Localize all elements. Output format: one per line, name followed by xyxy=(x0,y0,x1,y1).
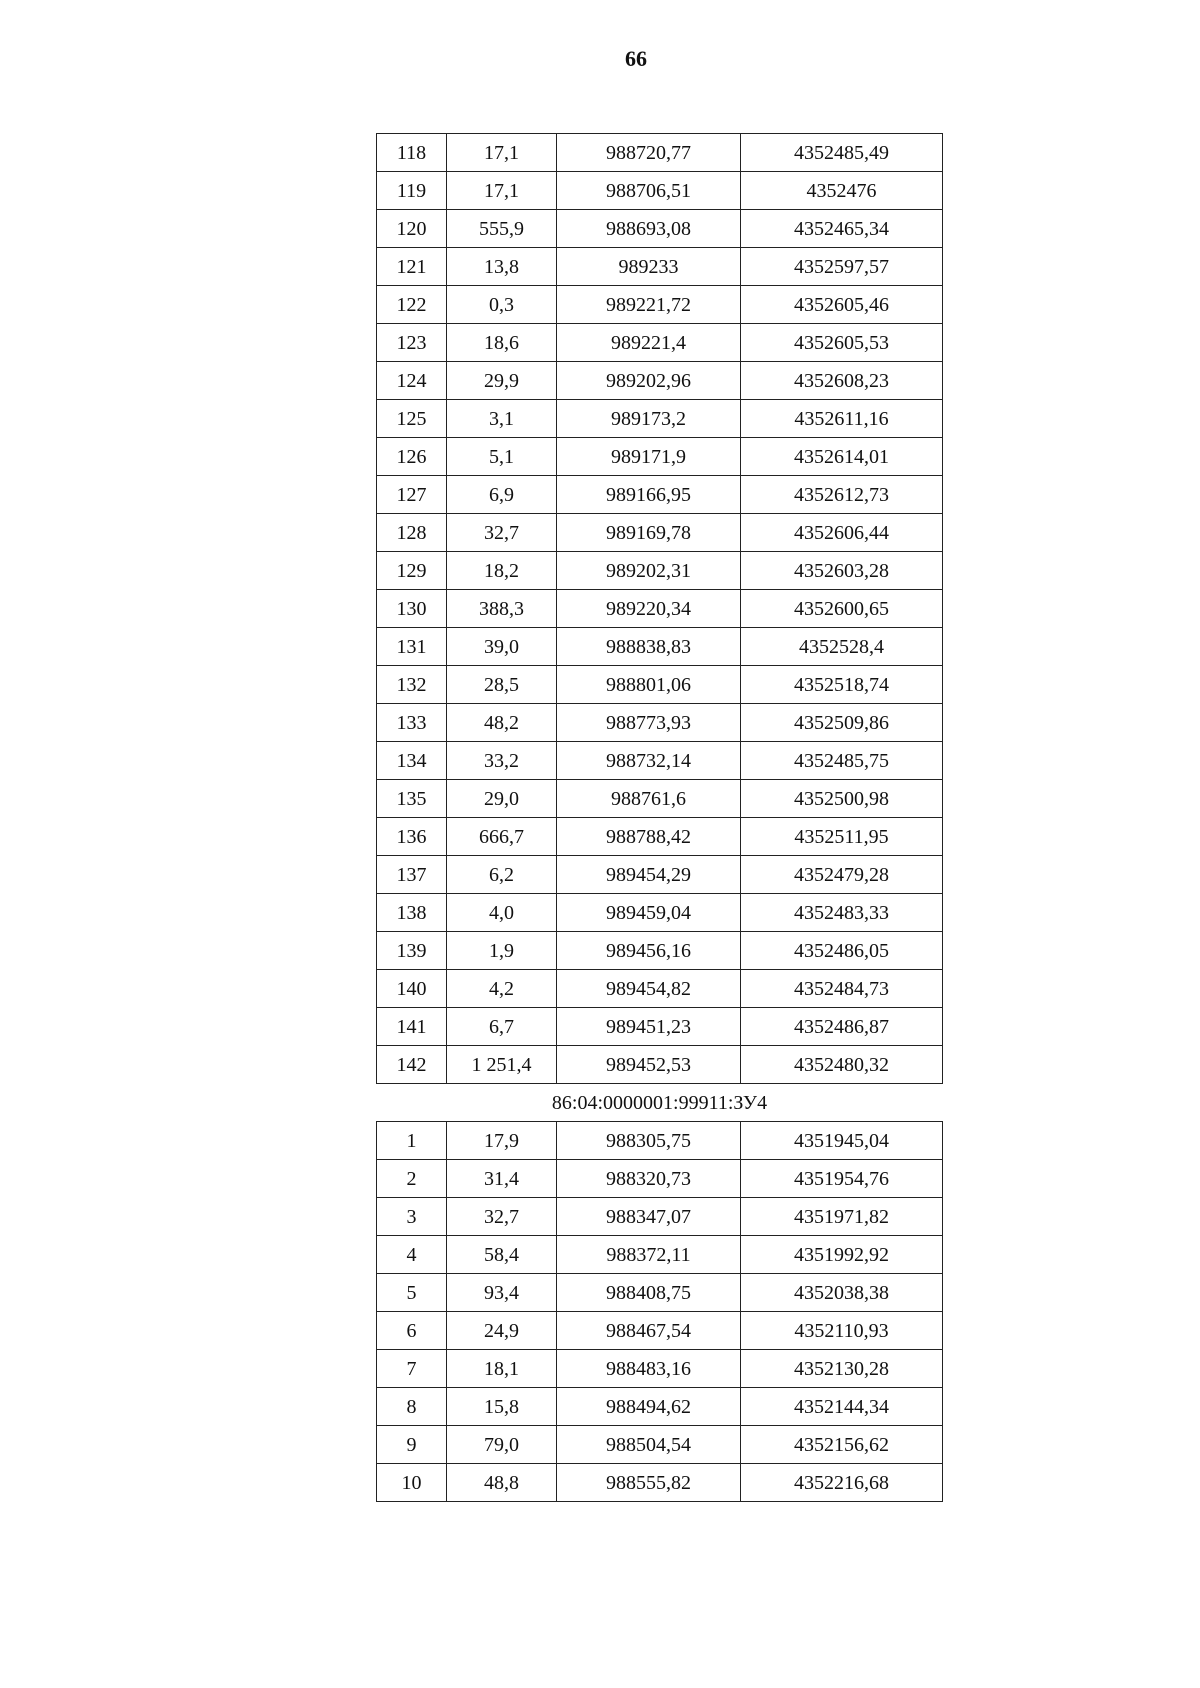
y-coordinate-cell: 4352608,23 xyxy=(741,362,943,400)
length-cell: 31,4 xyxy=(447,1160,557,1198)
x-coordinate-cell: 988706,51 xyxy=(557,172,741,210)
y-coordinate-cell: 4352603,28 xyxy=(741,552,943,590)
table-row xyxy=(377,552,943,590)
length-cell: 1,9 xyxy=(447,932,557,970)
x-coordinate-cell: 989459,04 xyxy=(557,894,741,932)
length-cell: 388,3 xyxy=(447,590,557,628)
point-number-cell: 119 xyxy=(377,172,447,210)
y-coordinate-cell: 4351992,92 xyxy=(741,1236,943,1274)
x-coordinate-cell: 989202,31 xyxy=(557,552,741,590)
length-cell: 3,1 xyxy=(447,400,557,438)
point-number-cell: 131 xyxy=(377,628,447,666)
x-coordinate-cell: 988720,77 xyxy=(557,134,741,172)
length-cell: 4,2 xyxy=(447,970,557,1008)
point-number-cell: 2 xyxy=(377,1160,447,1198)
point-number-cell: 142 xyxy=(377,1046,447,1084)
table-row xyxy=(377,780,943,818)
length-cell: 17,1 xyxy=(447,172,557,210)
y-coordinate-cell: 4352597,57 xyxy=(741,248,943,286)
x-coordinate-cell: 988347,07 xyxy=(557,1198,741,1236)
table-row xyxy=(377,856,943,894)
x-coordinate-cell: 989451,23 xyxy=(557,1008,741,1046)
table-body-top xyxy=(377,134,943,1084)
y-coordinate-cell: 4352605,53 xyxy=(741,324,943,362)
table-row xyxy=(377,666,943,704)
y-coordinate-cell: 4352500,98 xyxy=(741,780,943,818)
point-number-cell: 140 xyxy=(377,970,447,1008)
point-number-cell: 139 xyxy=(377,932,447,970)
table-row xyxy=(377,362,943,400)
point-number-cell: 129 xyxy=(377,552,447,590)
length-cell: 18,2 xyxy=(447,552,557,590)
y-coordinate-cell: 4352486,05 xyxy=(741,932,943,970)
y-coordinate-cell: 4352600,65 xyxy=(741,590,943,628)
table-row xyxy=(377,400,943,438)
length-cell: 555,9 xyxy=(447,210,557,248)
table-row xyxy=(377,1198,943,1236)
y-coordinate-cell: 4352038,38 xyxy=(741,1274,943,1312)
x-coordinate-cell: 989220,34 xyxy=(557,590,741,628)
y-coordinate-cell: 4352216,68 xyxy=(741,1464,943,1502)
point-number-cell: 7 xyxy=(377,1350,447,1388)
x-coordinate-cell: 988788,42 xyxy=(557,818,741,856)
section-row xyxy=(377,1084,943,1122)
x-coordinate-cell: 989221,72 xyxy=(557,286,741,324)
length-cell: 33,2 xyxy=(447,742,557,780)
point-number-cell: 130 xyxy=(377,590,447,628)
point-number-cell: 125 xyxy=(377,400,447,438)
point-number-cell: 127 xyxy=(377,476,447,514)
point-number-cell: 137 xyxy=(377,856,447,894)
length-cell: 18,1 xyxy=(447,1350,557,1388)
x-coordinate-cell: 988320,73 xyxy=(557,1160,741,1198)
table-section-header xyxy=(377,1084,943,1122)
page-number: 66 xyxy=(625,46,647,71)
table-row xyxy=(377,1388,943,1426)
coordinates-table xyxy=(376,133,943,1502)
length-cell: 6,9 xyxy=(447,476,557,514)
x-coordinate-cell: 989169,78 xyxy=(557,514,741,552)
length-cell: 28,5 xyxy=(447,666,557,704)
table-row xyxy=(377,514,943,552)
table-row xyxy=(377,704,943,742)
table-row xyxy=(377,818,943,856)
length-cell: 5,1 xyxy=(447,438,557,476)
table-row xyxy=(377,1160,943,1198)
table-row xyxy=(377,1464,943,1502)
table-row xyxy=(377,476,943,514)
y-coordinate-cell: 4352156,62 xyxy=(741,1426,943,1464)
table-row xyxy=(377,970,943,1008)
length-cell: 32,7 xyxy=(447,1198,557,1236)
y-coordinate-cell: 4352611,16 xyxy=(741,400,943,438)
table-row xyxy=(377,210,943,248)
table-row xyxy=(377,894,943,932)
x-coordinate-cell: 989233 xyxy=(557,248,741,286)
length-cell: 39,0 xyxy=(447,628,557,666)
length-cell: 1 251,4 xyxy=(447,1046,557,1084)
point-number-cell: 1 xyxy=(377,1122,447,1160)
x-coordinate-cell: 988483,16 xyxy=(557,1350,741,1388)
y-coordinate-cell: 4352612,73 xyxy=(741,476,943,514)
table-row xyxy=(377,1312,943,1350)
y-coordinate-cell: 4352484,73 xyxy=(741,970,943,1008)
point-number-cell: 10 xyxy=(377,1464,447,1502)
length-cell: 32,7 xyxy=(447,514,557,552)
y-coordinate-cell: 4352518,74 xyxy=(741,666,943,704)
x-coordinate-cell: 988732,14 xyxy=(557,742,741,780)
x-coordinate-cell: 988408,75 xyxy=(557,1274,741,1312)
x-coordinate-cell: 988504,54 xyxy=(557,1426,741,1464)
table-row xyxy=(377,1122,943,1160)
length-cell: 17,9 xyxy=(447,1122,557,1160)
point-number-cell: 141 xyxy=(377,1008,447,1046)
x-coordinate-cell: 988801,06 xyxy=(557,666,741,704)
y-coordinate-cell: 4351945,04 xyxy=(741,1122,943,1160)
y-coordinate-cell: 4351971,82 xyxy=(741,1198,943,1236)
y-coordinate-cell: 4352605,46 xyxy=(741,286,943,324)
point-number-cell: 136 xyxy=(377,818,447,856)
x-coordinate-cell: 988693,08 xyxy=(557,210,741,248)
table-row xyxy=(377,932,943,970)
table-row xyxy=(377,1046,943,1084)
length-cell: 18,6 xyxy=(447,324,557,362)
x-coordinate-cell: 989454,82 xyxy=(557,970,741,1008)
x-coordinate-cell: 988467,54 xyxy=(557,1312,741,1350)
length-cell: 0,3 xyxy=(447,286,557,324)
length-cell: 29,9 xyxy=(447,362,557,400)
length-cell: 6,2 xyxy=(447,856,557,894)
point-number-cell: 9 xyxy=(377,1426,447,1464)
y-coordinate-cell: 4352130,28 xyxy=(741,1350,943,1388)
table-row xyxy=(377,324,943,362)
table-row xyxy=(377,1350,943,1388)
x-coordinate-cell: 989456,16 xyxy=(557,932,741,970)
length-cell: 17,1 xyxy=(447,134,557,172)
x-coordinate-cell: 989171,9 xyxy=(557,438,741,476)
point-number-cell: 132 xyxy=(377,666,447,704)
y-coordinate-cell: 4351954,76 xyxy=(741,1160,943,1198)
table-row xyxy=(377,590,943,628)
y-coordinate-cell: 4352480,32 xyxy=(741,1046,943,1084)
y-coordinate-cell: 4352509,86 xyxy=(741,704,943,742)
point-number-cell: 124 xyxy=(377,362,447,400)
x-coordinate-cell: 988372,11 xyxy=(557,1236,741,1274)
table-row xyxy=(377,628,943,666)
x-coordinate-cell: 989452,53 xyxy=(557,1046,741,1084)
y-coordinate-cell: 4352476 xyxy=(741,172,943,210)
point-number-cell: 6 xyxy=(377,1312,447,1350)
x-coordinate-cell: 989221,4 xyxy=(557,324,741,362)
length-cell: 93,4 xyxy=(447,1274,557,1312)
point-number-cell: 138 xyxy=(377,894,447,932)
y-coordinate-cell: 4352486,87 xyxy=(741,1008,943,1046)
point-number-cell: 133 xyxy=(377,704,447,742)
length-cell: 6,7 xyxy=(447,1008,557,1046)
x-coordinate-cell: 988305,75 xyxy=(557,1122,741,1160)
y-coordinate-cell: 4352614,01 xyxy=(741,438,943,476)
x-coordinate-cell: 988761,6 xyxy=(557,780,741,818)
x-coordinate-cell: 989454,29 xyxy=(557,856,741,894)
table-row xyxy=(377,1274,943,1312)
y-coordinate-cell: 4352485,49 xyxy=(741,134,943,172)
length-cell: 24,9 xyxy=(447,1312,557,1350)
point-number-cell: 120 xyxy=(377,210,447,248)
y-coordinate-cell: 4352511,95 xyxy=(741,818,943,856)
x-coordinate-cell: 988773,93 xyxy=(557,704,741,742)
point-number-cell: 135 xyxy=(377,780,447,818)
y-coordinate-cell: 4352483,33 xyxy=(741,894,943,932)
y-coordinate-cell: 4352110,93 xyxy=(741,1312,943,1350)
table-row xyxy=(377,438,943,476)
x-coordinate-cell: 988494,62 xyxy=(557,1388,741,1426)
length-cell: 13,8 xyxy=(447,248,557,286)
y-coordinate-cell: 4352528,4 xyxy=(741,628,943,666)
table-row xyxy=(377,248,943,286)
length-cell: 29,0 xyxy=(447,780,557,818)
point-number-cell: 128 xyxy=(377,514,447,552)
point-number-cell: 3 xyxy=(377,1198,447,1236)
length-cell: 79,0 xyxy=(447,1426,557,1464)
table-row xyxy=(377,286,943,324)
table-row xyxy=(377,742,943,780)
table-row xyxy=(377,1426,943,1464)
x-coordinate-cell: 989202,96 xyxy=(557,362,741,400)
length-cell: 48,2 xyxy=(447,704,557,742)
point-number-cell: 123 xyxy=(377,324,447,362)
point-number-cell: 118 xyxy=(377,134,447,172)
point-number-cell: 4 xyxy=(377,1236,447,1274)
point-number-cell: 121 xyxy=(377,248,447,286)
table-row xyxy=(377,1236,943,1274)
y-coordinate-cell: 4352144,34 xyxy=(741,1388,943,1426)
length-cell: 15,8 xyxy=(447,1388,557,1426)
length-cell: 58,4 xyxy=(447,1236,557,1274)
point-number-cell: 8 xyxy=(377,1388,447,1426)
point-number-cell: 122 xyxy=(377,286,447,324)
table-row xyxy=(377,1008,943,1046)
point-number-cell: 126 xyxy=(377,438,447,476)
table-row xyxy=(377,172,943,210)
x-coordinate-cell: 989173,2 xyxy=(557,400,741,438)
length-cell: 4,0 xyxy=(447,894,557,932)
y-coordinate-cell: 4352479,28 xyxy=(741,856,943,894)
y-coordinate-cell: 4352606,44 xyxy=(741,514,943,552)
point-number-cell: 5 xyxy=(377,1274,447,1312)
y-coordinate-cell: 4352485,75 xyxy=(741,742,943,780)
table-row xyxy=(377,134,943,172)
section-title: 86:04:0000001:99911:ЗУ4 xyxy=(377,1084,943,1122)
point-number-cell: 134 xyxy=(377,742,447,780)
x-coordinate-cell: 988838,83 xyxy=(557,628,741,666)
table-body-bottom xyxy=(377,1122,943,1502)
length-cell: 666,7 xyxy=(447,818,557,856)
y-coordinate-cell: 4352465,34 xyxy=(741,210,943,248)
x-coordinate-cell: 988555,82 xyxy=(557,1464,741,1502)
length-cell: 48,8 xyxy=(447,1464,557,1502)
x-coordinate-cell: 989166,95 xyxy=(557,476,741,514)
